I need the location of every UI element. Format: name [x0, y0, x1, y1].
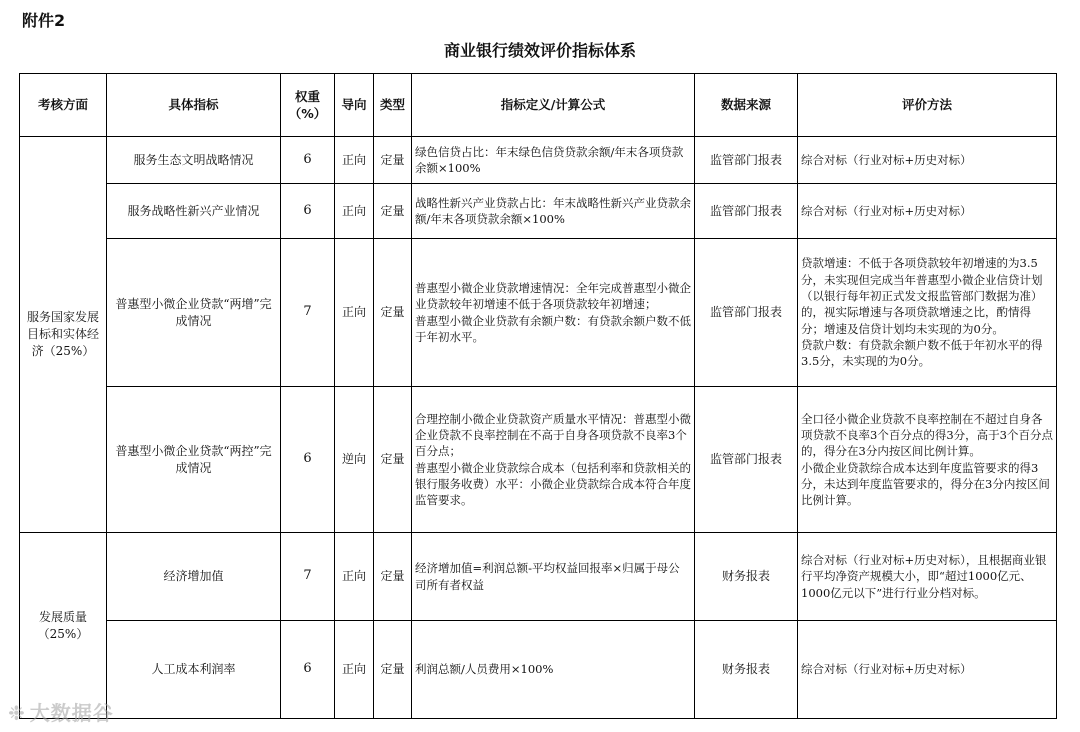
source-cell: 财务报表	[695, 533, 798, 621]
weight-cell: 6	[281, 137, 335, 184]
type-cell: 定量	[374, 239, 412, 387]
header-method: 评价方法	[798, 74, 1057, 137]
table-row	[20, 387, 1057, 533]
direction-cell: 正向	[335, 184, 374, 239]
table-row	[20, 533, 1057, 621]
direction-cell: 正向	[335, 621, 374, 719]
header-weight: 权重（%）	[281, 74, 335, 137]
source-cell: 监管部门报表	[695, 137, 798, 184]
indicator-cell: 普惠型小微企业贷款“两增”完成情况	[107, 239, 281, 387]
weight-cell: 7	[281, 533, 335, 621]
method-cell: 综合对标（行业对标+历史对标）	[798, 621, 1057, 719]
type-cell: 定量	[374, 533, 412, 621]
indicator-table	[19, 73, 1057, 719]
direction-cell: 逆向	[335, 387, 374, 533]
aspect-cell: 服务国家发展目标和实体经济（25%）	[20, 137, 107, 533]
method-cell: 综合对标（行业对标+历史对标），且根据商业银行平均净资产规模大小，即“超过1000亿元、1000亿元以下”进行行业分档对标。	[798, 533, 1057, 621]
type-cell: 定量	[374, 621, 412, 719]
direction-cell: 正向	[335, 137, 374, 184]
table-header-row	[20, 74, 1057, 137]
header-indicator: 具体指标	[107, 74, 281, 137]
table-row	[20, 137, 1057, 184]
indicator-cell: 服务生态文明战略情况	[107, 137, 281, 184]
source-cell: 监管部门报表	[695, 184, 798, 239]
table-row	[20, 621, 1057, 719]
definition-cell: 经济增加值=利润总额-平均权益回报率×归属于母公司所有者权益	[412, 533, 695, 621]
method-cell: 贷款增速：不低于各项贷款较年初增速的为3.5分，未实现但完成当年普惠型小微企业信贷计划（以银行每年初正式发文报监管部门数据为准）的，视实际增速与各项贷款增速之比，酌情得分；增速及信贷计划均未实现的为0分。 贷款户数：有贷款余额户数不低于年初水平的得3.5分，未实现的为0分。	[798, 239, 1057, 387]
header-direction: 导向	[335, 74, 374, 137]
method-cell: 综合对标（行业对标+历史对标）	[798, 184, 1057, 239]
definition-cell: 绿色信贷占比：年末绿色信贷贷款余额/年末各项贷款余额×100%	[412, 137, 695, 184]
direction-cell: 正向	[335, 533, 374, 621]
header-aspect: 考核方面	[20, 74, 107, 137]
attachment-label: 附件2	[22, 11, 66, 30]
type-cell: 定量	[374, 184, 412, 239]
watermark-text: 大数据谷	[29, 701, 114, 725]
table-row	[20, 239, 1057, 387]
weight-cell: 6	[281, 621, 335, 719]
page-title: 商业银行绩效评价指标体系	[443, 41, 636, 60]
watermark	[8, 697, 114, 726]
method-cell: 全口径小微企业贷款不良率控制在不超过自身各项贷款不良率3个百分点的得3分，高于3个百分点的，得分在3分内按区间比例计算。 小微企业贷款综合成本达到年度监管要求的得3分，未达到年度监管要求的，得分在3分内按区间比例计算。	[798, 387, 1057, 533]
header-type: 类型	[374, 74, 412, 137]
aspect-cell: 发展质量（25%）	[20, 533, 107, 719]
method-cell: 综合对标（行业对标+历史对标）	[798, 137, 1057, 184]
source-cell: 监管部门报表	[695, 239, 798, 387]
watermark-logo-icon: ❉	[8, 701, 26, 725]
header-definition: 指标定义/计算公式	[412, 74, 695, 137]
type-cell: 定量	[374, 387, 412, 533]
definition-cell: 普惠型小微企业贷款增速情况：全年完成普惠型小微企业贷款较年初增速不低于各项贷款较年初增速； 普惠型小微企业贷款有余额户数：有贷款余额户数不低于年初水平。	[412, 239, 695, 387]
header-source: 数据来源	[695, 74, 798, 137]
direction-cell: 正向	[335, 239, 374, 387]
definition-cell: 战略性新兴产业贷款占比：年末战略性新兴产业贷款余额/年末各项贷款余额×100%	[412, 184, 695, 239]
indicator-cell: 服务战略性新兴产业情况	[107, 184, 281, 239]
source-cell: 监管部门报表	[695, 387, 798, 533]
weight-cell: 7	[281, 239, 335, 387]
weight-cell: 6	[281, 184, 335, 239]
indicator-cell: 经济增加值	[107, 533, 281, 621]
indicator-cell: 人工成本利润率	[107, 621, 281, 719]
definition-cell: 利润总额/人员费用×100%	[412, 621, 695, 719]
indicator-cell: 普惠型小微企业贷款“两控”完成情况	[107, 387, 281, 533]
type-cell: 定量	[374, 137, 412, 184]
source-cell: 财务报表	[695, 621, 798, 719]
weight-cell: 6	[281, 387, 335, 533]
table-row	[20, 184, 1057, 239]
definition-cell: 合理控制小微企业贷款资产质量水平情况：普惠型小微企业贷款不良率控制在不高于自身各项贷款不良率3个百分点； 普惠型小微企业贷款综合成本（包括利率和贷款相关的银行服务收费）水平：小微企业贷款综合成本符合年度监管要求。	[412, 387, 695, 533]
